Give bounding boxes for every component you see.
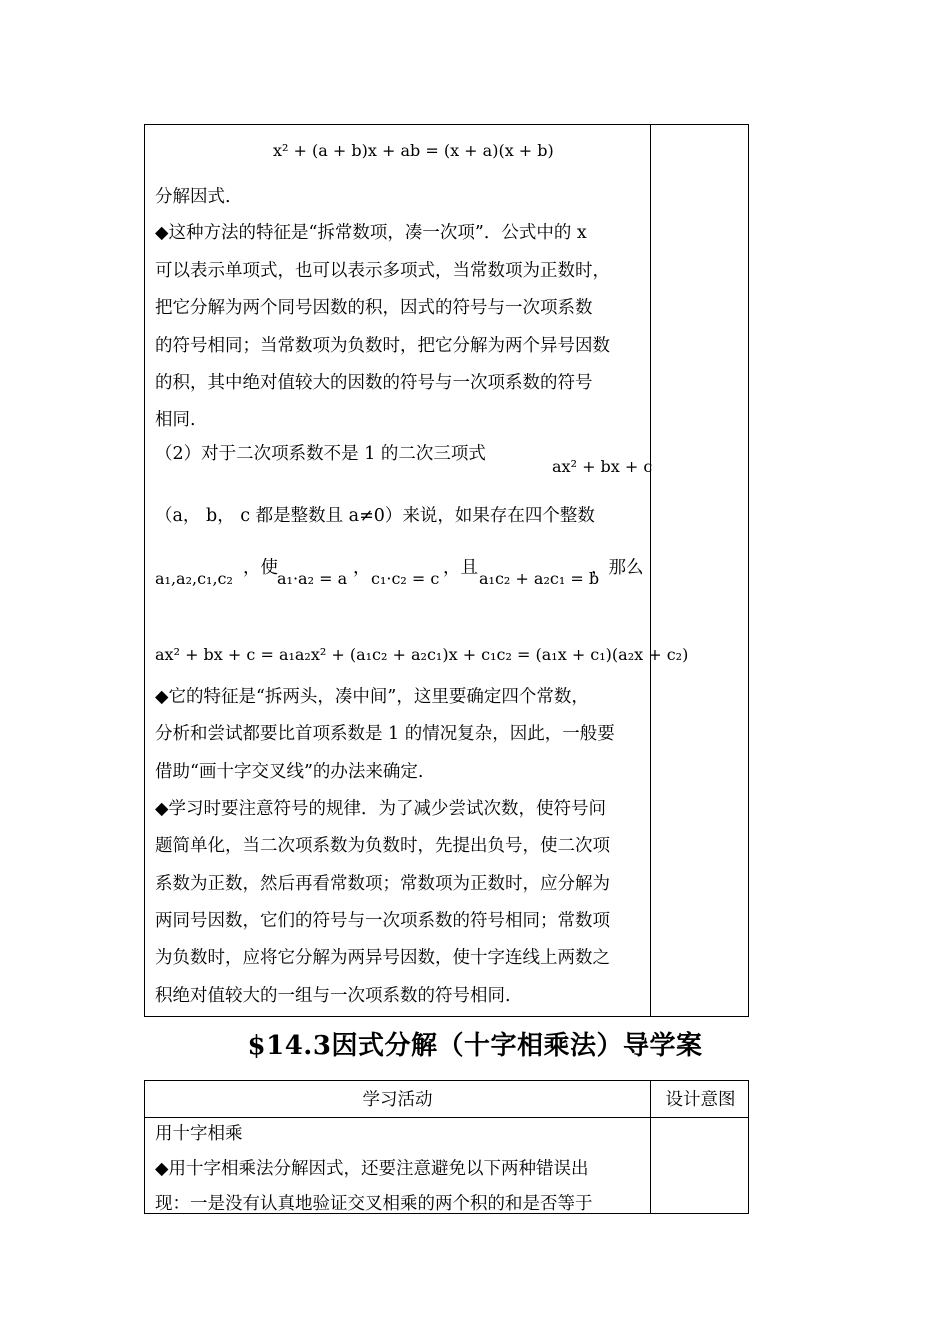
- text-fragment: ，那么: [591, 558, 644, 578]
- text-line: 两同号因数，它们的符号与一次项系数的符号相同；常数项: [155, 911, 610, 931]
- formula-b-sum: a₁c₂ + a₂c₁ = b: [479, 569, 600, 588]
- formula-quadratic: ax² + bx + c: [552, 457, 653, 476]
- text-line: （a， b， c 都是整数且 a≠0）来说，如果存在四个整数: [155, 506, 595, 526]
- text-line: ◆这种方法的特征是“拆常数项，凑一次项”．公式中的 x: [155, 223, 587, 243]
- formula-a-product: a₁·a₂ = a: [277, 569, 348, 588]
- header-divider: [145, 1117, 748, 1118]
- formula-c-product: c₁·c₂ = c: [371, 569, 440, 588]
- text-line: 题简单化，当二次项系数为负数时，先提出负号，使二次项: [155, 836, 610, 856]
- text-line: 为负数时，应将它分解为两异号因数，使十字连线上两数之: [155, 948, 610, 968]
- text-line: ◆学习时要注意符号的规律．为了减少尝试次数，使符号问: [155, 799, 606, 819]
- text-line: 相同.: [155, 410, 196, 430]
- column-divider: [650, 125, 651, 1016]
- formula-cross-simple: x² + (a + b)x + ab = (x + a)(x + b): [273, 141, 554, 160]
- text-fragment: ，且: [443, 558, 478, 578]
- text-line: 可以表示单项式，也可以表示多项式，当常数项为正数时，: [155, 261, 610, 281]
- text-line: ◆它的特征是“拆两头，凑中间”，这里要确定四个常数，: [155, 687, 589, 707]
- text-fragment: ，: [353, 558, 371, 578]
- text-line: 的符号相同；当常数项为负数时，把它分解为两个异号因数: [155, 336, 610, 356]
- text-line: 分析和尝试都要比首项系数是 1 的情况复杂，因此，一般要: [155, 724, 615, 744]
- guide-table: [144, 1080, 749, 1214]
- section-title: $14.3因式分解（十字相乘法）导学案: [247, 1031, 703, 1061]
- header-design-intent: 设计意图: [665, 1090, 736, 1110]
- content-table: [144, 124, 749, 1017]
- text-line: ◆用十字相乘法分解因式，还要注意避免以下两种错误出: [155, 1159, 589, 1179]
- text-line: 用十字相乘: [155, 1124, 243, 1144]
- text-line: 的积，其中绝对值较大的因数的符号与一次项系数的符号: [155, 373, 593, 393]
- text-line: 现：一是没有认真地验证交叉相乘的两个积的和是否等于: [155, 1194, 593, 1214]
- text-line: 分解因式.: [155, 187, 231, 207]
- header-learning-activity: 学习活动: [362, 1090, 433, 1110]
- text-fragment: ，使: [243, 558, 278, 578]
- text-line: 借助“画十字交叉线”的办法来确定.: [155, 762, 424, 782]
- text-line: 系数为正数，然后再看常数项；常数项为正数时，应分解为: [155, 874, 610, 894]
- text-line: （2）对于二次项系数不是 1 的二次三项式: [155, 444, 486, 464]
- formula-cross-general: ax² + bx + c = a₁a₂x² + (a₁c₂ + a₂c₁)x + c₁c₂ = (a₁x + c₁)(a₂x + c₂): [155, 645, 689, 664]
- formula-vars: a₁,a₂,c₁,c₂: [155, 569, 233, 588]
- text-line: 把它分解为两个同号因数的积，因式的符号与一次项系数: [155, 298, 593, 318]
- text-line: 积绝对值较大的一组与一次项系数的符号相同.: [155, 986, 511, 1006]
